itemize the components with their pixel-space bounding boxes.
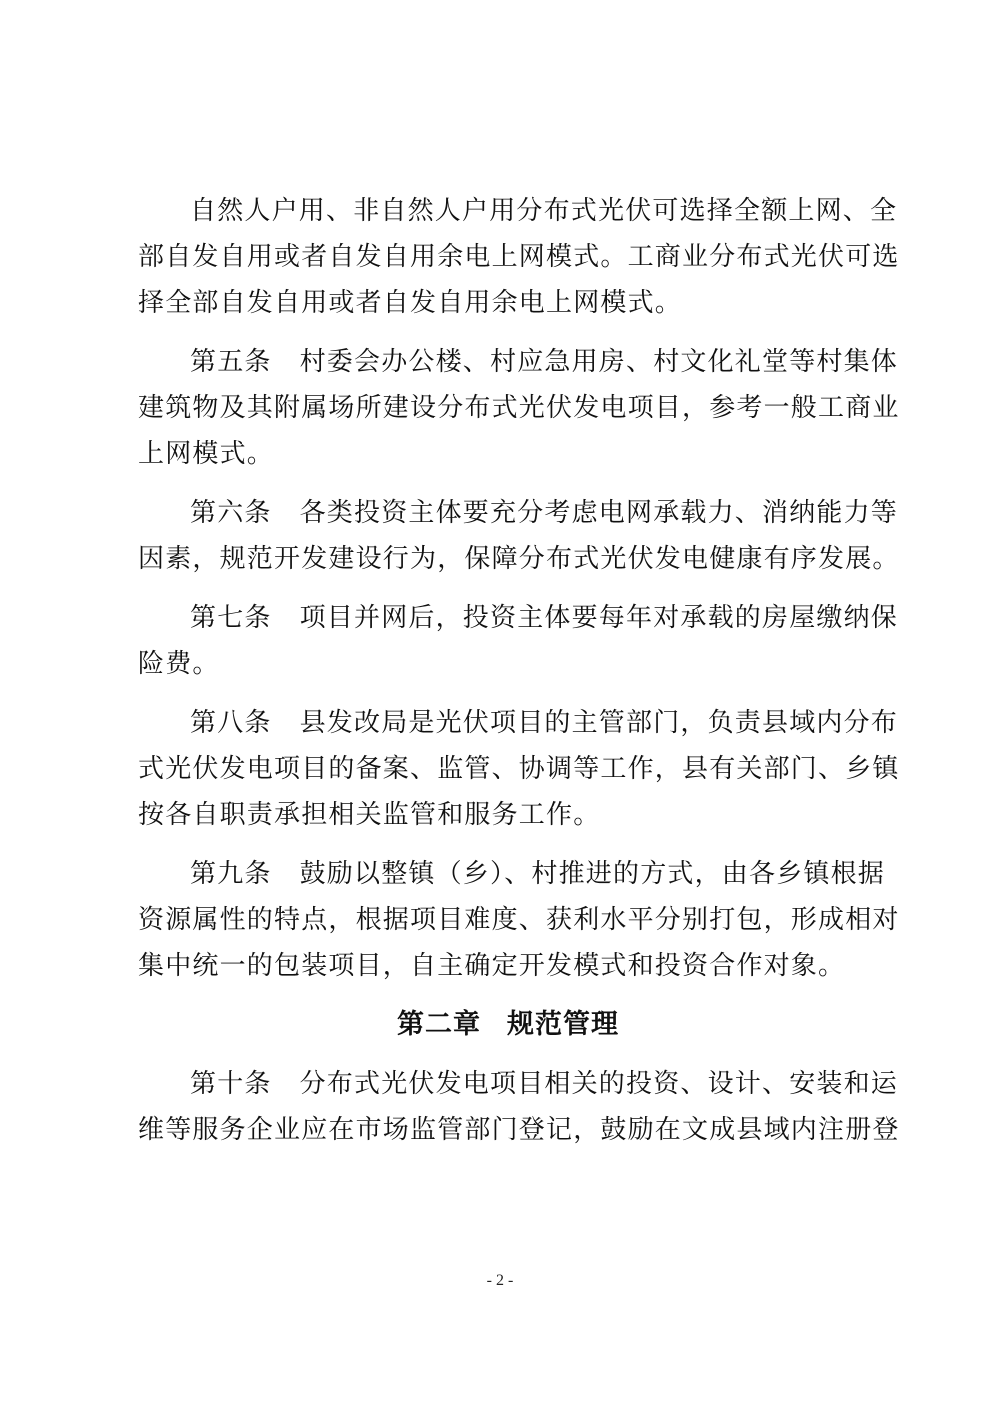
page-number: - 2 - [486,1272,514,1289]
paragraph-line: 上网模式。 [138,439,275,469]
paragraph-line: 鼓励以整镇（乡）、村推进的方式，由各乡镇根据 [299,859,886,889]
chapter-heading [138,1002,878,1048]
paragraph-line: 集中统一的包装项目，自主确定开发模式和投资合作对象。 [138,951,846,981]
article-label: 第九条 [190,859,272,889]
article-label: 第六条 [190,498,272,528]
paragraph-line: 项目并网后，投资主体要每年对承载的房屋缴纳保 [299,603,899,633]
paragraph-line: 险费。 [138,649,220,679]
paragraph-line: 分布式光伏发电项目相关的投资、设计、安装和运 [299,1069,899,1099]
article-8 [138,700,900,838]
article-label: 第八条 [190,708,272,738]
chapter-number: 第二章 [397,1009,481,1040]
paragraph-grid-mode [138,188,900,326]
paragraph-line: 各类投资主体要充分考虑电网承载力、消纳能力等 [299,498,899,528]
paragraph-line: 式光伏发电项目的备案、监管、协调等工作，县有关部门、乡镇 [138,754,900,784]
paragraph-line: 因素，规范开发建设行为，保障分布式光伏发电健康有序发展。 [138,544,900,574]
document-body [138,188,900,1153]
paragraph-line: 资源属性的特点，根据项目难度、获利水平分别打包，形成相对 [138,905,900,935]
paragraph-line: 择全部自发自用或者自发自用余电上网模式。 [138,288,683,318]
article-7 [138,595,899,687]
paragraph-line: 县发改局是光伏项目的主管部门，负责县域内分布 [299,708,899,738]
article-9 [138,851,900,989]
paragraph-line: 村委会办公楼、村应急用房、村文化礼堂等村集体 [299,347,899,377]
article-label: 第十条 [190,1069,272,1099]
paragraph-line: 建筑物及其附属场所建设分布式光伏发电项目，参考一般工商业 [138,393,900,423]
article-5 [138,339,900,477]
paragraph-line: 自然人户用、非自然人户用分布式光伏可选择全额上网、全 [190,196,898,226]
article-label: 第七条 [190,603,272,633]
paragraph-line: 按各自职责承担相关监管和服务工作。 [138,800,601,830]
article-6 [138,490,900,582]
article-10 [138,1061,900,1153]
chapter-title: 规范管理 [507,1009,619,1040]
paragraph-line: 维等服务企业应在市场监管部门登记，鼓励在文成县域内注册登 [138,1115,900,1145]
paragraph-line: 部自发自用或者自发自用余电上网模式。工商业分布式光伏可选 [138,242,900,272]
article-label: 第五条 [190,347,272,377]
